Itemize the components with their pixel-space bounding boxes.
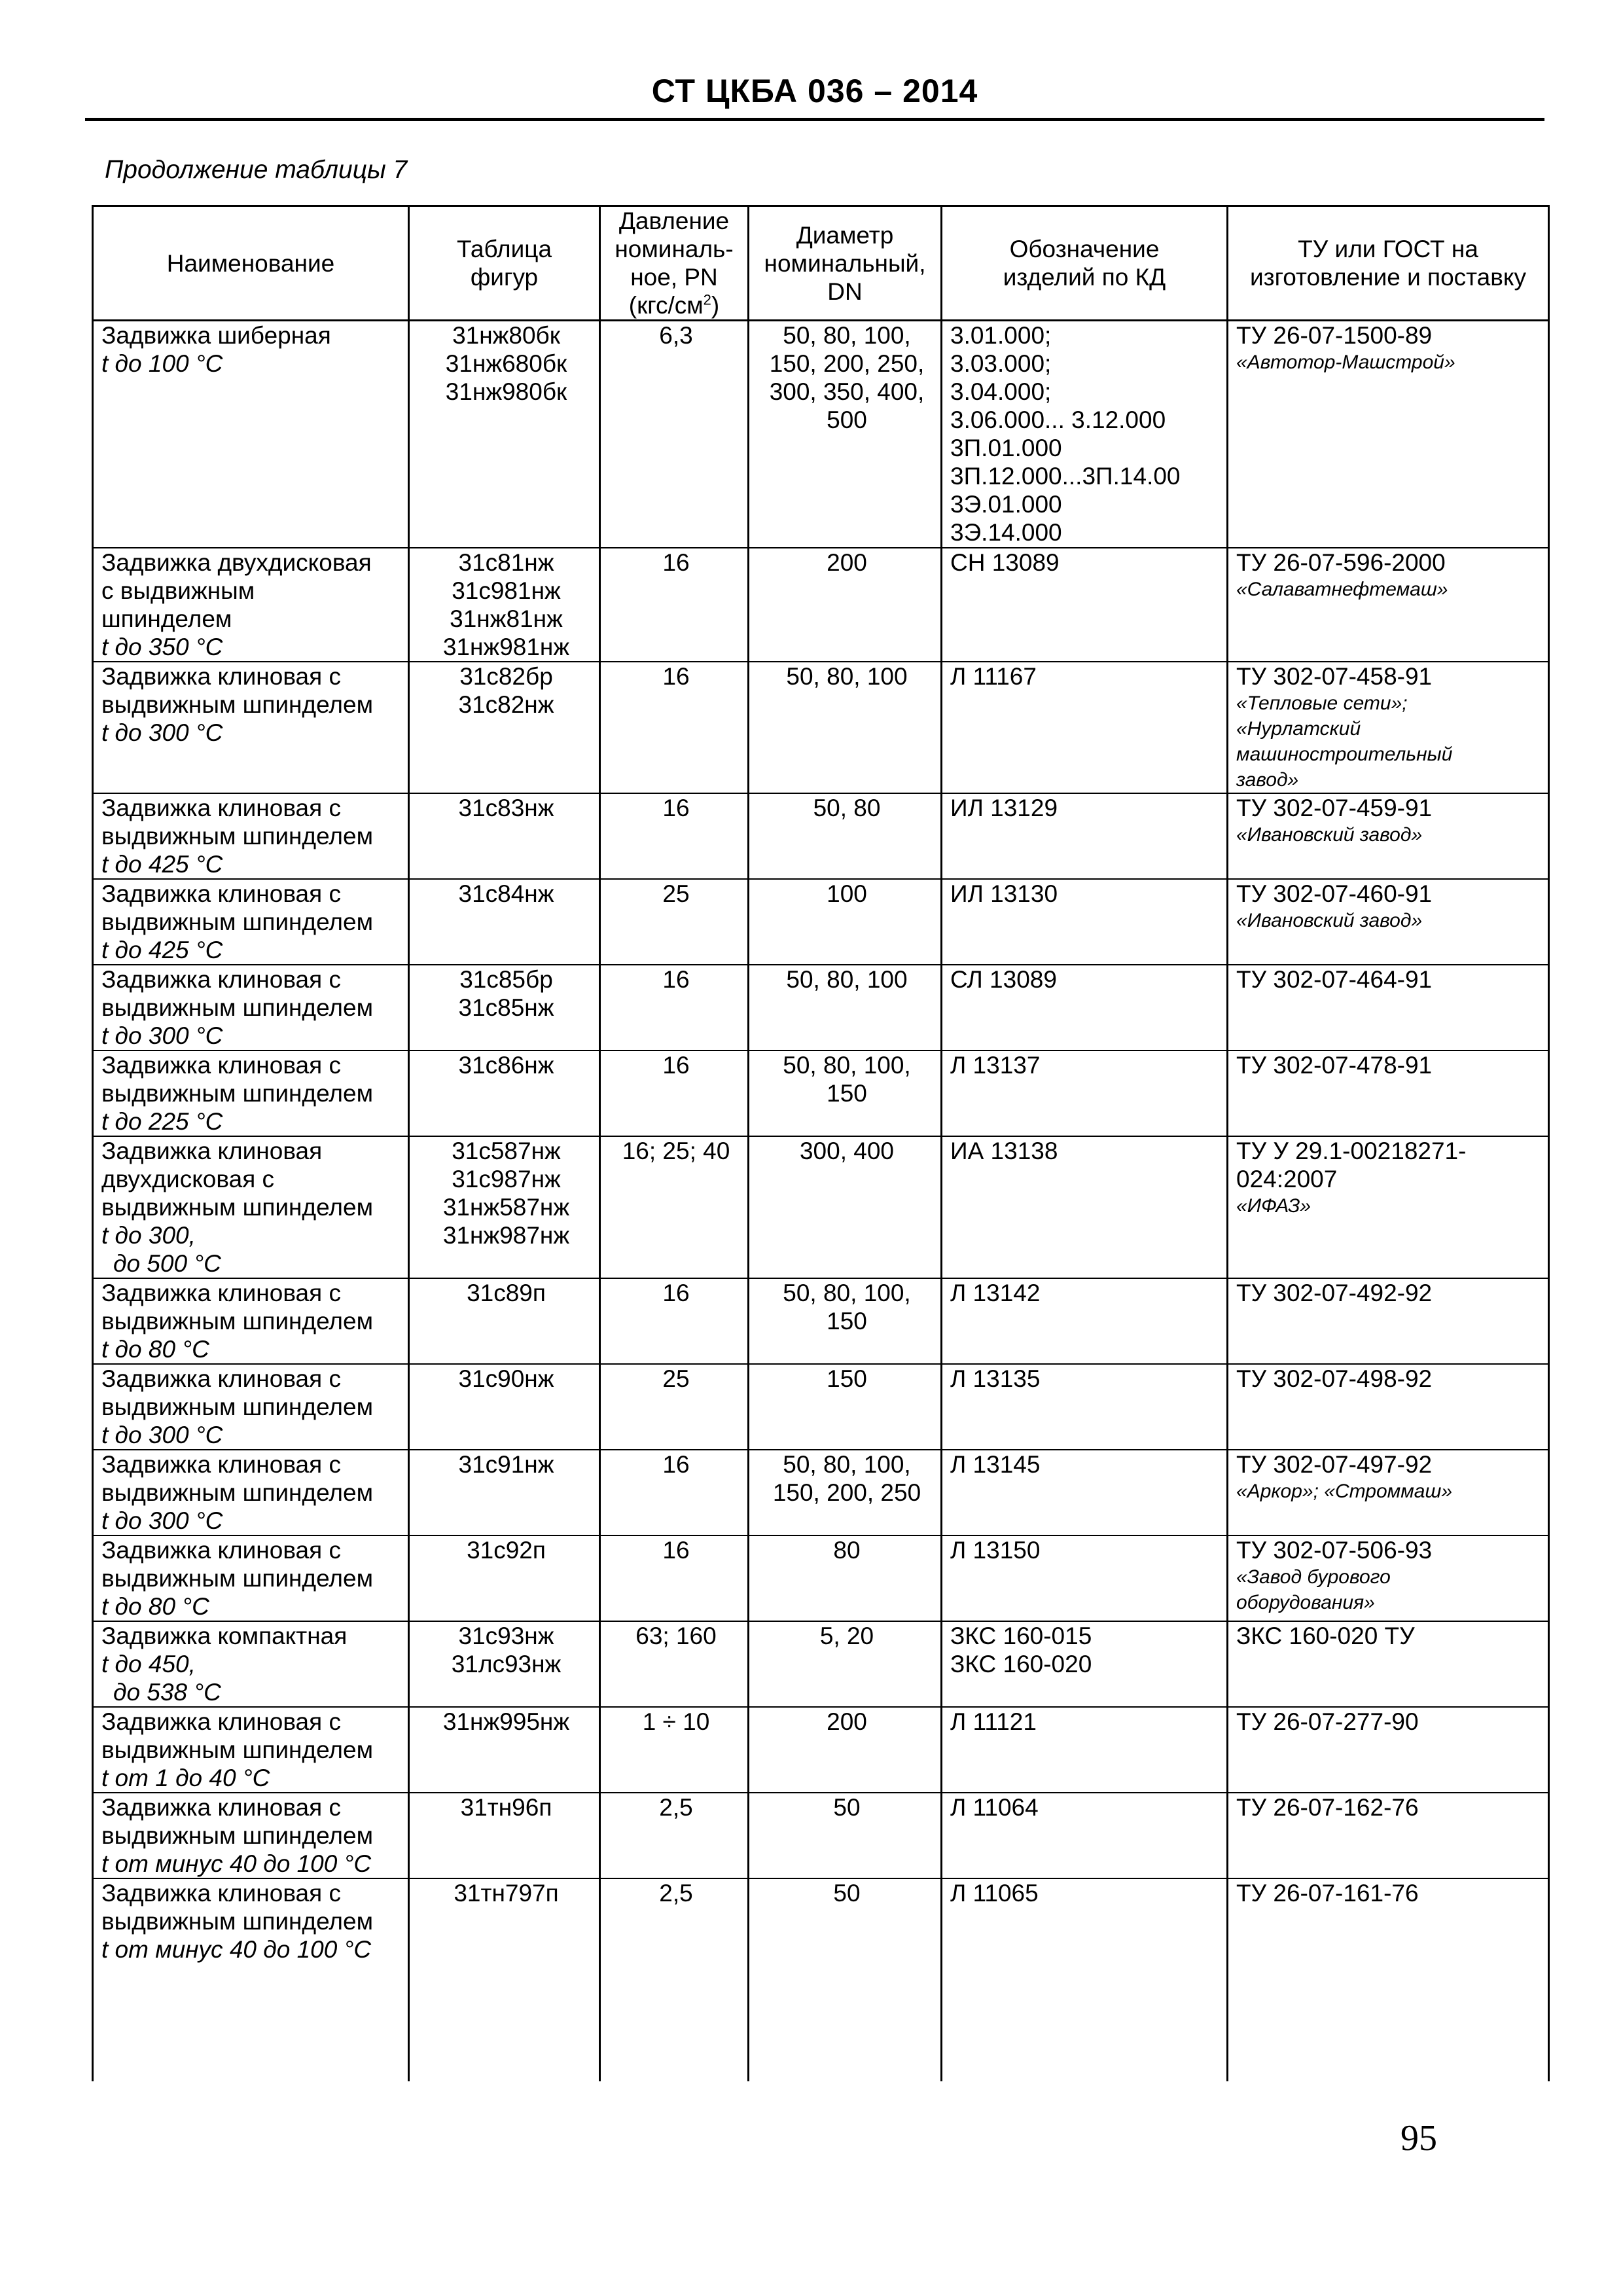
document-header <box>85 72 1544 121</box>
name-line: Задвижка клиновая <box>101 1137 323 1164</box>
page-number: 95 <box>1400 2118 1437 2159</box>
diameter-line: 150 <box>827 1307 867 1335</box>
table-row <box>93 1535 1549 1621</box>
document-code: СТ ЦКБА 036 – 2014 <box>651 73 978 109</box>
figure-code: 31с89п <box>467 1279 546 1306</box>
cell-pressure <box>600 1535 749 1621</box>
cell-designation <box>942 1793 1228 1878</box>
cell-diameter <box>749 1793 942 1878</box>
table-row <box>93 1136 1549 1278</box>
cell-pressure <box>600 1878 749 2081</box>
cell-designation <box>942 1535 1228 1621</box>
cell-spec <box>1228 548 1549 662</box>
name-line: с выдвижным <box>101 577 255 604</box>
figure-code: 31с587нж <box>452 1137 561 1164</box>
cell-diameter <box>749 1278 942 1364</box>
designation-line: ИА 13138 <box>950 1137 1058 1164</box>
cell-diameter <box>749 1621 942 1707</box>
designation-line: СН 13089 <box>950 548 1060 576</box>
cell-pressure <box>600 1707 749 1793</box>
table-row <box>93 1364 1549 1450</box>
figure-code: 31с81нж <box>458 548 554 576</box>
cell-figure <box>409 1050 600 1136</box>
name-line: выдвижным шпинделем <box>101 1079 374 1107</box>
cell-pressure <box>600 1136 749 1278</box>
cell-diameter <box>749 965 942 1050</box>
spec-line: ТУ 302-07-459-91 <box>1236 794 1433 821</box>
temperature-line: t до 80 °С <box>101 1335 209 1363</box>
cell-spec <box>1228 965 1549 1050</box>
temperature-line: t до 100 °С <box>101 350 223 377</box>
pressure-value: 16 <box>662 965 690 993</box>
name-line: Задвижка двухдисковая <box>101 548 372 576</box>
cell-spec <box>1228 1450 1549 1535</box>
designation-line: Л 11121 <box>950 1708 1037 1735</box>
designation-line: Л 13150 <box>950 1536 1041 1564</box>
figure-code: 31тн96п <box>460 1793 552 1821</box>
manufacturer-line: «Ивановский завод» <box>1236 909 1423 931</box>
designation-line: ЗКС 160-015 <box>950 1622 1092 1649</box>
temperature-line: t до 300 °С <box>101 1022 223 1049</box>
designation-line: Л 13135 <box>950 1365 1041 1392</box>
manufacturer-line: «Тепловые сети»; <box>1236 692 1408 714</box>
cell-diameter <box>749 548 942 662</box>
spec-line: ТУ 26-07-596-2000 <box>1236 548 1446 576</box>
cell-pressure <box>600 1364 749 1450</box>
cell-designation <box>942 1621 1228 1707</box>
figure-code: 31с85нж <box>458 994 554 1021</box>
cell-figure <box>409 1878 600 2081</box>
cell-designation <box>942 321 1228 548</box>
cell-spec <box>1228 879 1549 965</box>
designation-line: 3.06.000... 3.12.000 <box>950 406 1166 433</box>
cell-designation <box>942 1278 1228 1364</box>
column-header-pressure: Давление номиналь- ное, PN $(кгс/см^2)$ <box>600 206 749 321</box>
column-header-figure: Таблица фигур <box>409 206 600 321</box>
designation-line: Л 13145 <box>950 1450 1041 1478</box>
figure-code: 31с93нж <box>458 1622 554 1649</box>
cell-name <box>93 1793 409 1878</box>
cell-spec <box>1228 321 1549 548</box>
diameter-line: 100 <box>827 880 867 907</box>
cell-name <box>93 793 409 879</box>
table-row <box>93 965 1549 1050</box>
pressure-value: 16 <box>662 794 690 821</box>
table-row <box>93 879 1549 965</box>
pressure-value: 1 ÷ 10 <box>642 1708 710 1735</box>
cell-pressure <box>600 1278 749 1364</box>
cell-diameter <box>749 879 942 965</box>
name-line: Задвижка шиберная <box>101 322 331 349</box>
designation-line: ИЛ 13129 <box>950 794 1058 821</box>
table-row <box>93 548 1549 662</box>
figure-code: 31нж680бк <box>445 350 567 377</box>
diameter-line: 50, 80, 100 <box>786 965 908 993</box>
table-row <box>93 321 1549 548</box>
cell-pressure <box>600 1621 749 1707</box>
name-line: Задвижка клиновая с <box>101 662 341 690</box>
cell-name <box>93 1878 409 2081</box>
diameter-line: 200 <box>827 548 867 576</box>
temperature-line: t до 300, <box>101 1221 196 1249</box>
pressure-value: 16 <box>662 662 690 690</box>
name-line: Задвижка клиновая с <box>101 1279 341 1306</box>
diameter-line: 500 <box>827 406 867 433</box>
name-line: выдвижным шпинделем <box>101 994 374 1021</box>
table-row <box>93 1450 1549 1535</box>
column-header-diameter: Диаметр номинальный, DN <box>749 206 942 321</box>
cell-figure <box>409 793 600 879</box>
name-line: Задвижка клиновая с <box>101 1365 341 1392</box>
cell-spec <box>1228 793 1549 879</box>
cell-figure <box>409 1278 600 1364</box>
figure-code: 31нж80бк <box>452 322 560 349</box>
temperature-line: t от 1 до 40 °С <box>101 1764 270 1791</box>
cell-designation <box>942 662 1228 793</box>
cell-figure <box>409 1450 600 1535</box>
cell-diameter <box>749 1136 942 1278</box>
cell-diameter <box>749 1878 942 2081</box>
temperature-line: t от минус 40 до 100 °С <box>101 1850 372 1877</box>
spec-line: ТУ У 29.1-00218271- <box>1236 1137 1467 1164</box>
cell-designation <box>942 965 1228 1050</box>
spec-line: ТУ 26-07-1500-89 <box>1236 322 1433 349</box>
pressure-value: 16 <box>662 1279 690 1306</box>
diameter-line: 5, 20 <box>819 1622 874 1649</box>
cell-name <box>93 1364 409 1450</box>
designation-line: Л 11064 <box>950 1793 1039 1821</box>
cell-spec <box>1228 662 1549 793</box>
cell-pressure <box>600 321 749 548</box>
cell-pressure <box>600 662 749 793</box>
figure-code: 31с987нж <box>452 1165 561 1193</box>
cell-designation <box>942 793 1228 879</box>
cell-diameter <box>749 1364 942 1450</box>
figure-code: 31нж587нж <box>442 1193 570 1221</box>
name-line: выдвижным шпинделем <box>101 1393 374 1420</box>
cell-diameter <box>749 793 942 879</box>
name-line: выдвижным шпинделем <box>101 1564 374 1592</box>
cell-pressure <box>600 1450 749 1535</box>
cell-diameter <box>749 1707 942 1793</box>
spec-line: ТУ 302-07-458-91 <box>1236 662 1433 690</box>
column-header-name: Наименование <box>93 206 409 321</box>
cell-designation <box>942 1450 1228 1535</box>
designation-line: Л 13137 <box>950 1051 1041 1079</box>
cell-spec <box>1228 1621 1549 1707</box>
cell-name <box>93 1707 409 1793</box>
cell-name <box>93 1278 409 1364</box>
cell-name <box>93 548 409 662</box>
designation-line: ЗКС 160-020 <box>950 1650 1092 1677</box>
figure-code: 31с82нж <box>458 691 554 718</box>
spec-line: ЗКС 160-020 ТУ <box>1236 1622 1415 1649</box>
cell-spec <box>1228 1793 1549 1878</box>
spec-line: ТУ 302-07-460-91 <box>1236 880 1433 907</box>
cell-designation <box>942 1364 1228 1450</box>
cell-diameter <box>749 1050 942 1136</box>
cell-figure <box>409 1136 600 1278</box>
diameter-line: 80 <box>833 1536 861 1564</box>
table-row <box>93 1793 1549 1878</box>
cell-figure <box>409 662 600 793</box>
spec-line: ТУ 302-07-497-92 <box>1236 1450 1433 1478</box>
pressure-value: 16; 25; 40 <box>622 1137 730 1164</box>
diameter-line: 50, 80, 100 <box>786 662 908 690</box>
name-line: Задвижка клиновая с <box>101 1536 341 1564</box>
figure-code: 31нж995нж <box>442 1708 570 1735</box>
diameter-line: 150, 200, 250, <box>769 350 925 377</box>
cell-name <box>93 321 409 548</box>
name-line: Задвижка клиновая с <box>101 1793 341 1821</box>
figure-code: 31с981нж <box>452 577 561 604</box>
name-line: выдвижным шпинделем <box>101 822 374 850</box>
spec-line: ТУ 26-07-162-76 <box>1236 1793 1419 1821</box>
spec-line: ТУ 302-07-492-92 <box>1236 1279 1433 1306</box>
cell-designation <box>942 1136 1228 1278</box>
cell-spec <box>1228 1136 1549 1278</box>
cell-spec <box>1228 1878 1549 2081</box>
name-line: Задвижка клиновая с <box>101 1708 341 1735</box>
diameter-line: 300, 350, 400, <box>769 378 925 405</box>
table-header-row <box>93 206 1549 321</box>
diameter-line: 300, 400 <box>799 1137 895 1164</box>
cell-designation <box>942 879 1228 965</box>
name-line: выдвижным шпинделем <box>101 1193 374 1221</box>
name-line: Задвижка компактная <box>101 1622 348 1649</box>
diameter-line: 50 <box>833 1793 861 1821</box>
spec-line: ТУ 302-07-506-93 <box>1236 1536 1433 1564</box>
cell-figure <box>409 1621 600 1707</box>
figure-code: 31с90нж <box>458 1365 554 1392</box>
column-header-spec: ТУ или ГОСТ на изготовление и поставку <box>1228 206 1549 321</box>
header-rule <box>85 118 1544 121</box>
diameter-line: 200 <box>827 1708 867 1735</box>
designation-line: 3Э.14.000 <box>950 519 1062 546</box>
name-line: выдвижным шпинделем <box>101 1736 374 1763</box>
name-line: выдвижным шпинделем <box>101 691 374 718</box>
figure-code: 31нж81нж <box>450 605 563 632</box>
name-line: выдвижным шпинделем <box>101 1307 374 1335</box>
spec-line: 024:2007 <box>1236 1165 1338 1193</box>
cell-spec <box>1228 1535 1549 1621</box>
cell-pressure <box>600 548 749 662</box>
temperature-line: t до 300 °С <box>101 719 223 746</box>
cell-designation <box>942 548 1228 662</box>
name-line: Задвижка клиновая с <box>101 1879 341 1907</box>
designation-line: Л 13142 <box>950 1279 1041 1306</box>
cell-pressure <box>600 879 749 965</box>
manufacturer-line: «Ивановский завод» <box>1236 823 1423 846</box>
cell-figure <box>409 321 600 548</box>
figure-code: 31с91нж <box>458 1450 554 1478</box>
diameter-line: 50, 80, 100, <box>783 1051 911 1079</box>
table-row <box>93 1621 1549 1707</box>
cell-figure <box>409 1793 600 1878</box>
temperature-line: t до 425 °С <box>101 850 223 878</box>
pressure-value: 2,5 <box>659 1879 693 1907</box>
cell-name <box>93 662 409 793</box>
cell-spec <box>1228 1278 1549 1364</box>
pressure-value: 63; 160 <box>635 1622 717 1649</box>
name-line: Задвижка клиновая с <box>101 794 341 821</box>
cell-spec <box>1228 1707 1549 1793</box>
figure-code: 31нж987нж <box>442 1221 570 1249</box>
cell-designation <box>942 1878 1228 2081</box>
cell-diameter <box>749 1450 942 1535</box>
figure-code: 31с85бр <box>459 965 553 993</box>
temperature-line: t до 300 °С <box>101 1507 223 1534</box>
table-row <box>93 1878 1549 2081</box>
table-row <box>93 793 1549 879</box>
pressure-value: 25 <box>662 1365 690 1392</box>
diameter-line: 150, 200, 250 <box>772 1479 921 1506</box>
temperature-line: t от минус 40 до 100 °С <box>101 1935 372 1963</box>
designation-line: 3.01.000; <box>950 322 1052 349</box>
figure-code: 31лс93нж <box>451 1650 562 1677</box>
table-row <box>93 1278 1549 1364</box>
table-row <box>93 1707 1549 1793</box>
name-line: Задвижка клиновая с <box>101 880 341 907</box>
table-row <box>93 1050 1549 1136</box>
cell-pressure <box>600 965 749 1050</box>
manufacturer-line: «Нурлатский <box>1236 717 1361 740</box>
cell-diameter <box>749 662 942 793</box>
diameter-line: 50, 80, 100, <box>783 1279 911 1306</box>
designation-line: 3П.01.000 <box>950 435 1062 461</box>
temperature-line: t до 425 °С <box>101 936 223 963</box>
diameter-line: 50, 80 <box>813 794 881 821</box>
cell-figure <box>409 879 600 965</box>
temperature-line: до 538 °С <box>113 1678 221 1706</box>
cell-spec <box>1228 1050 1549 1136</box>
designation-line: 3.03.000; <box>950 350 1052 377</box>
designation-line: Л 11065 <box>950 1879 1039 1907</box>
temperature-line: до 500 °С <box>113 1249 221 1277</box>
spec-line: ТУ 302-07-478-91 <box>1236 1051 1433 1079</box>
pressure-value: 16 <box>662 1450 690 1478</box>
spec-line: ТУ 302-07-464-91 <box>1236 965 1433 993</box>
name-line: выдвижным шпинделем <box>101 1907 374 1935</box>
cell-name <box>93 1050 409 1136</box>
figure-code: 31с84нж <box>458 880 554 907</box>
cell-diameter <box>749 1535 942 1621</box>
figure-code: 31с83нж <box>458 794 554 821</box>
manufacturer-line: «Завод бурового <box>1236 1566 1391 1588</box>
spec-line: ТУ 302-07-498-92 <box>1236 1365 1433 1392</box>
pressure-value: 25 <box>662 880 690 907</box>
cell-spec <box>1228 1364 1549 1450</box>
spec-line: ТУ 26-07-161-76 <box>1236 1879 1419 1907</box>
cell-figure <box>409 965 600 1050</box>
diameter-line: 50, 80, 100, <box>783 322 911 349</box>
cell-name <box>93 1136 409 1278</box>
name-line: двухдисковая с <box>101 1165 275 1193</box>
manufacturer-line: машиностроительный <box>1236 743 1453 765</box>
diameter-line: 150 <box>827 1079 867 1107</box>
name-line: Задвижка клиновая с <box>101 1450 341 1478</box>
valve-table <box>92 205 1550 2081</box>
column-header-designation: Обозначение изделий по КД <box>942 206 1228 321</box>
manufacturer-line: «Автотор-Машстрой» <box>1236 351 1455 373</box>
designation-line: Л 11167 <box>950 662 1037 690</box>
cell-designation <box>942 1050 1228 1136</box>
temperature-line: t до 80 °С <box>101 1592 209 1620</box>
manufacturer-line: «Салаватнефтемаш» <box>1236 578 1448 600</box>
temperature-line: t до 350 °С <box>101 633 223 660</box>
name-line: Задвижка клиновая с <box>101 1051 341 1079</box>
cell-diameter <box>749 321 942 548</box>
cell-name <box>93 879 409 965</box>
pressure-value: 16 <box>662 548 690 576</box>
cell-name <box>93 965 409 1050</box>
figure-code: 31тн797п <box>454 1879 559 1907</box>
diameter-line: 50, 80, 100, <box>783 1450 911 1478</box>
designation-line: СЛ 13089 <box>950 965 1057 993</box>
table-caption: Продолжение таблицы 7 <box>105 156 408 184</box>
pressure-value: 16 <box>662 1051 690 1079</box>
temperature-line: t до 300 °С <box>101 1421 223 1448</box>
temperature-line: t до 450, <box>101 1650 196 1677</box>
cell-figure <box>409 1707 600 1793</box>
cell-designation <box>942 1707 1228 1793</box>
designation-line: ИЛ 13130 <box>950 880 1058 907</box>
cell-name <box>93 1450 409 1535</box>
designation-line: 3Э.01.000 <box>950 491 1062 518</box>
manufacturer-line: «ИФАЗ» <box>1236 1194 1311 1217</box>
table-body <box>93 321 1549 2081</box>
designation-line: 3.04.000; <box>950 378 1052 405</box>
pressure-value: 2,5 <box>659 1793 693 1821</box>
diameter-line: 50 <box>833 1879 861 1907</box>
name-line: выдвижным шпинделем <box>101 908 374 935</box>
figure-code: 31нж980бк <box>445 378 567 405</box>
name-line: выдвижным шпинделем <box>101 1479 374 1506</box>
name-line: выдвижным шпинделем <box>101 1821 374 1849</box>
table-row <box>93 662 1549 793</box>
cell-figure <box>409 1364 600 1450</box>
cell-figure <box>409 1535 600 1621</box>
name-line: Задвижка клиновая с <box>101 965 341 993</box>
spec-line: ТУ 26-07-277-90 <box>1236 1708 1419 1735</box>
pressure-value: 6,3 <box>659 322 693 349</box>
figure-code: 31с82бр <box>459 662 553 690</box>
figure-code: 31с86нж <box>458 1051 554 1079</box>
cell-pressure <box>600 1793 749 1878</box>
temperature-line: t до 225 °С <box>101 1107 223 1135</box>
manufacturer-line: оборудования» <box>1236 1591 1375 1613</box>
cell-name <box>93 1621 409 1707</box>
cell-pressure <box>600 793 749 879</box>
name-line: шпинделем <box>101 605 232 632</box>
manufacturer-line: «Аркор»; «Строммаш» <box>1236 1480 1453 1502</box>
figure-code: 31с92п <box>467 1536 546 1564</box>
pressure-value: 16 <box>662 1536 690 1564</box>
figure-code: 31нж981нж <box>442 633 570 660</box>
cell-figure <box>409 548 600 662</box>
diameter-line: 150 <box>827 1365 867 1392</box>
manufacturer-line: завод» <box>1236 768 1299 791</box>
cell-name <box>93 1535 409 1621</box>
cell-pressure <box>600 1050 749 1136</box>
designation-line: 3П.12.000...3П.14.00 <box>950 463 1181 490</box>
